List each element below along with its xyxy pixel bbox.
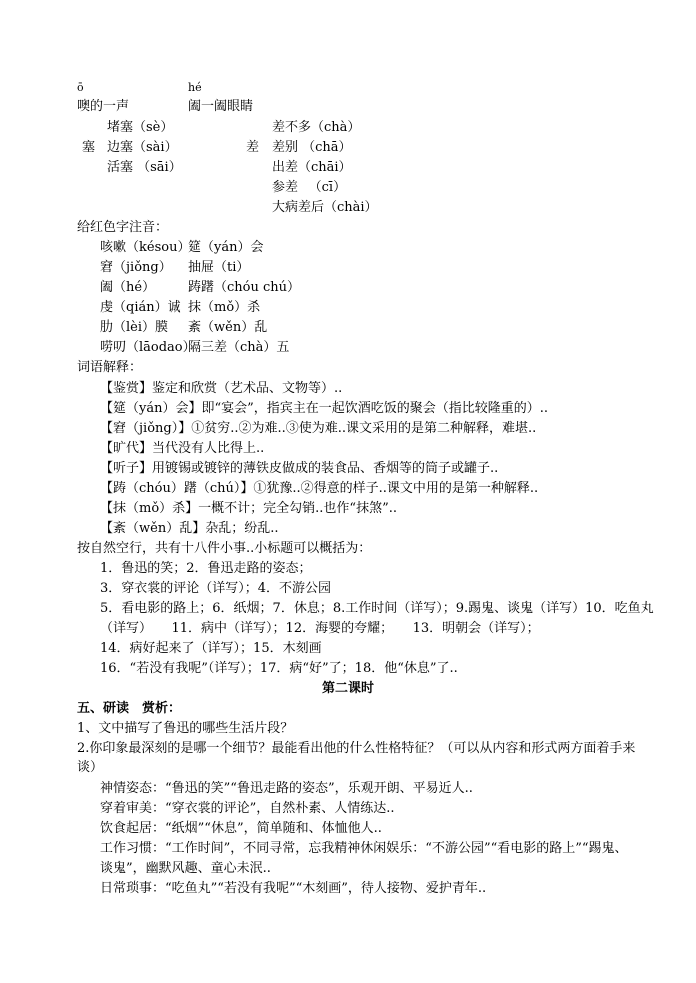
zhuyin-b: 抹（mǒ）杀 <box>188 300 261 315</box>
zhuyin-b: 踌躇（chóu chú） <box>188 280 301 295</box>
kongxing-line: 14．病好起来了（详写）；15．木刻画 <box>100 641 322 656</box>
cijie-item: 【听子】用镀锡或镀锌的薄铁皮做成的装食品、香烟等的筒子或罐子.. <box>100 461 499 476</box>
cijie-item: 【紊（wěn）乱】杂乱；纷乱.. <box>100 521 279 536</box>
cha-item: 差不多（chà） <box>272 120 361 135</box>
zhuyin-a: 虔（qián）诚 <box>100 300 181 315</box>
zhuyin-b: 紊（wěn）乱 <box>188 320 268 335</box>
section5-heading: 五、研读 赏析： <box>77 701 182 716</box>
zhuyin-b: 抽屉（ti） <box>188 260 250 275</box>
kongxing-line: 1．鲁迅的笑；2．鲁迅走路的姿态； <box>100 561 312 576</box>
cijie-item: 【抹（mǒ）杀】一概不计；完全勾销..也作“抹煞”.. <box>100 501 397 516</box>
pinyin-he: hé <box>188 81 202 94</box>
answer-line: 饮食起居：“纸烟”“休息”，简单随和、体恤他人.. <box>100 821 382 836</box>
cha-item: 大病差后（chài） <box>272 200 378 215</box>
sai-item: 活塞 （sāi） <box>107 160 182 175</box>
zhuyin-a: 阖（hé） <box>100 280 156 295</box>
question-2-cont: 谈） <box>77 760 104 775</box>
sai-head: 塞 <box>82 140 96 155</box>
question-2: 2.你印象最深刻的是哪一个细节？最能看出他的什么性格特征？（可以从内容和形式两方面着手来 <box>77 741 636 756</box>
cijie-heading: 词语解释： <box>77 360 143 375</box>
zhuyin-b: 隔三差（chà）五 <box>188 340 290 355</box>
cijie-item: 【旷代】当代没有人比得上.. <box>100 441 265 456</box>
cijie-item: 【踌（chóu）躇（chú）】①犹豫..②得意的样子..课文中用的是第一种解释.. <box>100 481 539 496</box>
cha-item: 出差（chāi） <box>272 160 352 175</box>
zhuyin-heading: 给红色字注音： <box>77 220 169 235</box>
kongxing-heading: 按自然空行，共有十八件小事..小标题可以概括为： <box>77 541 372 556</box>
lesson-title: 第二课时 <box>321 681 374 696</box>
answer-line: 神情姿态：“鲁迅的笑”“鲁迅走路的姿态”，乐观开朗、平易近人.. <box>100 781 473 796</box>
pinyin-o: ō <box>77 81 84 94</box>
kongxing-line: 5．看电影的路上；6．纸烟；7．休息；8.工作时间（详写）；9.踢鬼、谈鬼（详写）10．吃鱼丸 <box>100 601 654 616</box>
cijie-item: 【窘（jiǒng）】①贫穷..②为难..③使为难..课文采用的是第二种解释，难堪.. <box>100 421 537 436</box>
zhuyin-a: 肋（lèi）膜 <box>100 320 169 335</box>
answer-line: 穿着审美：“穿衣裳的评论”，自然朴素、人情练达.. <box>100 801 395 816</box>
kongxing-line: （详写） 11．病中（详写）；12．海婴的夸耀； 13．明朝会（详写）； <box>100 621 540 636</box>
sai-item: 边塞（sài） <box>107 140 178 155</box>
zhuyin-a: 唠叨（lāodao） <box>100 340 196 355</box>
answer-line: 谈鬼”，幽默风趣、童心未泯.. <box>100 861 271 876</box>
intro-left: 噢的一声 <box>77 99 130 114</box>
cijie-item: 【筵（yán）会】即“宴会”，指宾主在一起饮酒吃饭的聚会（指比较隆重的）.. <box>100 401 549 416</box>
answer-line: 工作习惯：“工作时间”，不同寻常，忘我精神休闲娱乐：“不游公园”“看电影的路上”“踢鬼、 <box>100 841 628 856</box>
zhuyin-b: 筵（yán）会 <box>188 240 264 255</box>
cha-head: 差 <box>246 140 260 155</box>
zhuyin-a: 窘（jiǒng） <box>100 260 172 275</box>
question-1: 1、文中描写了鲁迅的哪些生活片段？ <box>77 721 294 736</box>
answer-line: 日常琐事：“吃鱼丸”“若没有我呢”“木刻画”，待人接物、爱护青年.. <box>100 881 487 896</box>
cha-item: 差别 （chā） <box>272 140 352 155</box>
kongxing-line: 3．穿衣裳的评论（详写）；4．不游公园 <box>100 581 332 596</box>
cijie-item: 【鉴赏】鉴定和欣赏（艺术品、文物等）.. <box>100 381 343 396</box>
intro-right: 阖一阖眼睛 <box>188 99 254 114</box>
sai-item: 堵塞（sè） <box>107 120 174 135</box>
zhuyin-a: 咳嗽（késou） <box>100 240 191 255</box>
kongxing-line: 16．“若没有我呢”（详写）；17．病“好”了；18．他“休息”了.. <box>100 661 458 676</box>
cha-item: 参差 （cī） <box>272 180 347 195</box>
